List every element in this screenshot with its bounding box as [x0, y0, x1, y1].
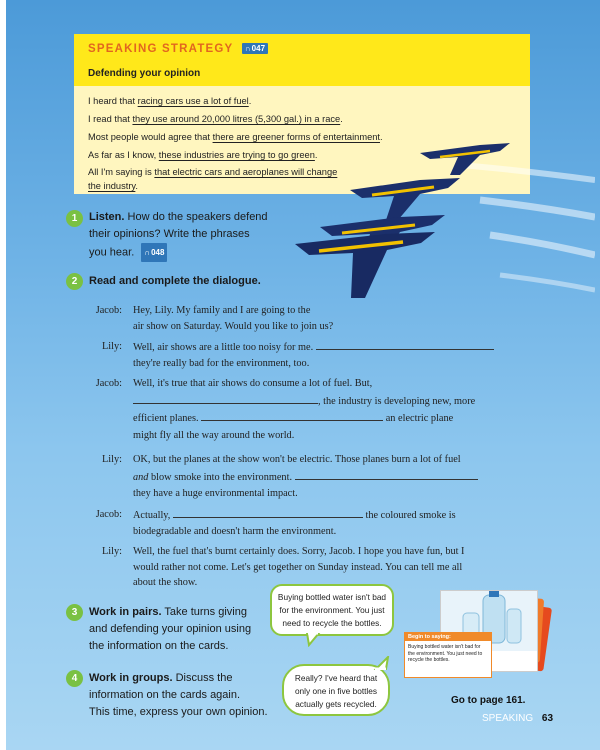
- answer-blank[interactable]: [316, 339, 494, 350]
- answer-blank[interactable]: [295, 469, 478, 480]
- page-footer: [482, 713, 553, 724]
- phrase-line: All I'm saying is that electric cars and aeroplanes will change: [88, 167, 338, 177]
- section-name: SPEAKING: [482, 713, 534, 724]
- jets-illustration: [290, 125, 595, 305]
- dialogue-line: Well, the fuel that's burnt certainly does. Sorry, Jacob. I hope you have fun, but I would rather not come. Let's get together on Sunday instead. You can tell me all about the show.: [133, 546, 465, 588]
- speaker-label: Lily:: [101, 454, 122, 465]
- bubble-tail-icon: [372, 656, 392, 670]
- smoke-trails: [460, 165, 595, 290]
- speaker-label: Jacob:: [95, 305, 122, 316]
- strategy-title: SPEAKING STRATEGY: [88, 42, 234, 55]
- task-1-instructions: Listen. How do the speakers defend their opinions? Write the phrases you hear. ∩048: [89, 209, 289, 262]
- card-body: Buying bottled water isn't bad for the environment. You just need to recycle the bottles.: [408, 644, 483, 663]
- dialogue-line: OK, but the planes at the show won't be electric. Those planes burn a lot of fuel and blow smoke into the environment. they have a huge environmental impact.: [133, 452, 553, 503]
- opinion-cards: [404, 590, 554, 690]
- task-number-badge: 3: [66, 604, 83, 621]
- audio-track-badge[interactable]: [242, 43, 268, 54]
- phrase-line: I read that they use around 20,000 litres (5,300 gal.) in a race.: [88, 114, 343, 124]
- card-header: Begin to saying:: [405, 633, 491, 641]
- phrase-line: Most people would agree that there are greener forms of entertainment.: [88, 132, 383, 142]
- task-number-badge: 1: [66, 210, 83, 227]
- phrase-line: As far as I know, these industries are trying to go green.: [88, 150, 318, 160]
- speech-bubble: Really? I've heard that only one in five bottles actually gets recycled.: [282, 664, 390, 716]
- page-number: 63: [541, 713, 554, 724]
- headphones-icon: ∩: [144, 248, 151, 257]
- headphones-icon: ∩: [244, 44, 251, 54]
- jet-icon: [350, 178, 460, 220]
- task-3-instructions: Work in pairs. Take turns giving and defending your opinion using the information on the cards.: [89, 606, 252, 652]
- answer-blank[interactable]: [133, 393, 318, 404]
- task-2-instructions: Read and complete the dialogue.: [89, 275, 261, 287]
- dialogue-line: Well, air shows are a little too noisy for me. they're really bad for the environment, too.: [133, 339, 553, 371]
- answer-blank[interactable]: [201, 410, 383, 421]
- speaker-label: Jacob:: [95, 378, 122, 389]
- dialogue-line: Hey, Lily. My family and I are going to the air show on Saturday. Would you like to join us?: [133, 305, 334, 332]
- task-number-badge: 2: [66, 273, 83, 290]
- page-left-margin: [0, 0, 6, 750]
- dialogue-line: Actually, the coloured smoke is biodegradable and doesn't harm the environment.: [133, 507, 553, 539]
- task-4-instructions: Work in groups. Discuss the information on the cards again. This time, express your own opinion.: [89, 672, 268, 718]
- phrase-line: I heard that racing cars use a lot of fuel.: [88, 96, 252, 106]
- jet-icon: [295, 232, 435, 298]
- speaker-label: Jacob:: [95, 509, 122, 520]
- task-number-badge: 4: [66, 670, 83, 687]
- card-text: [404, 632, 492, 678]
- speaker-label: Lily:: [101, 341, 122, 352]
- speaker-label: Lily:: [101, 546, 122, 557]
- audio-track-number: 047: [251, 44, 266, 54]
- go-to-page-link[interactable]: Go to page 161.: [451, 695, 526, 706]
- strategy-subtitle: Defending your opinion: [88, 68, 201, 79]
- speech-bubble: Buying bottled water isn't bad for the environment. You just need to recycle the bottles.: [270, 584, 394, 636]
- dialogue-line: Well, it's true that air shows do consume a lot of fuel. But, , the industry is developing new, more efficient planes. an electric plane might fly all the way around the world.: [133, 378, 476, 441]
- answer-blank[interactable]: [173, 507, 363, 518]
- bubble-tail-icon: [305, 633, 325, 647]
- phrase-line: the industry.: [88, 181, 138, 191]
- strategy-header: [74, 34, 530, 86]
- audio-track-badge[interactable]: ∩048: [141, 243, 167, 262]
